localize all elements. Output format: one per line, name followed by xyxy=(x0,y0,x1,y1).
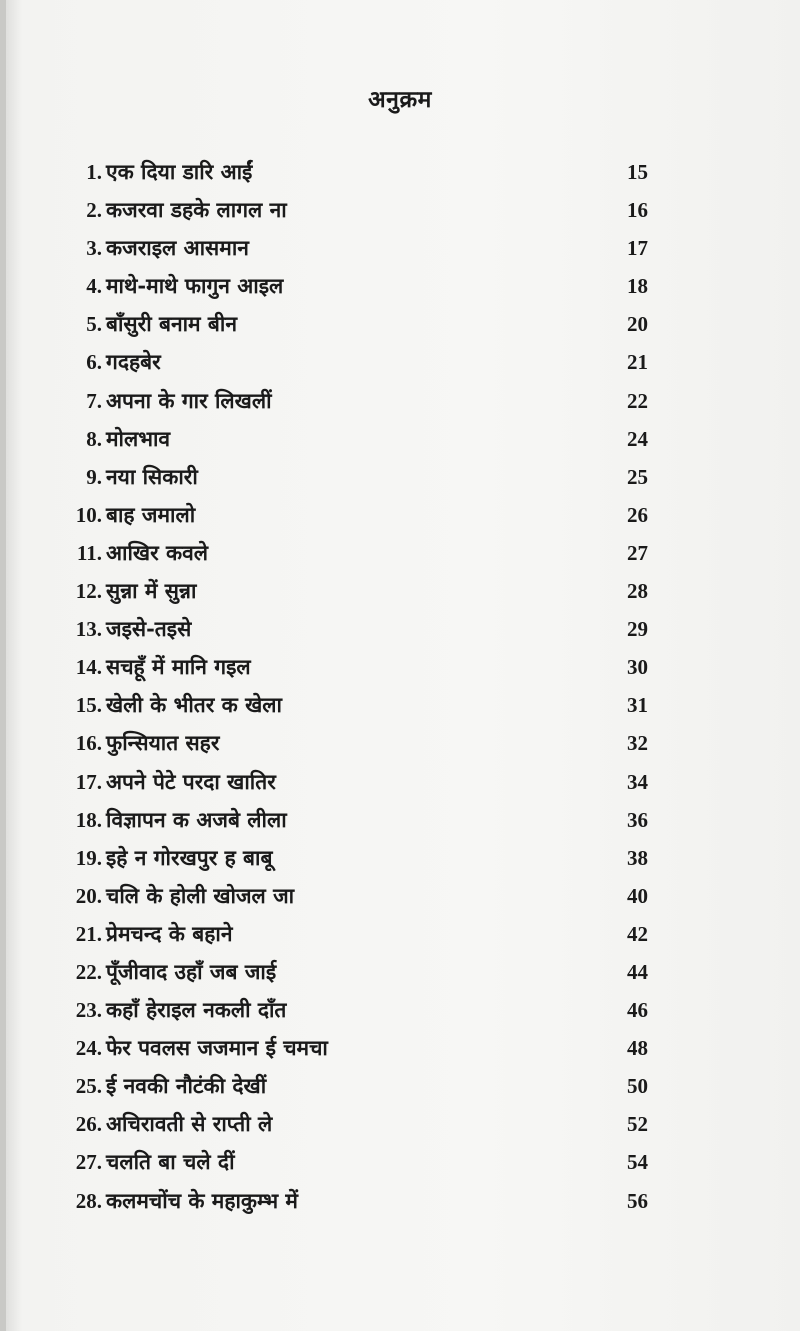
toc-entry-number: 1. xyxy=(86,160,102,184)
toc-entry-number: 6. xyxy=(86,350,102,375)
toc-entry-title: अपने पेटे परदा खातिर xyxy=(106,768,276,794)
toc-entry-title: गदहबेर xyxy=(106,349,161,375)
toc-entry-title: पूँजीवाद उहाँ जब जाई xyxy=(106,958,277,984)
toc-entry-title: विज्ञापन क अजबे लीला xyxy=(106,806,287,832)
toc-entry xyxy=(0,153,800,191)
toc-entry-number: 22. xyxy=(75,959,102,984)
toc-entry xyxy=(0,1067,800,1105)
toc-entry xyxy=(0,610,800,648)
toc-entry-number: 5. xyxy=(86,312,102,337)
toc-entry-number: 16. xyxy=(75,731,102,756)
toc-entry-title: कलमचोंच के महाकुम्भ में xyxy=(106,1187,298,1213)
toc-entry xyxy=(0,877,800,915)
toc-entry-page-number: 32 xyxy=(627,731,648,756)
toc-entry-page-number: 17 xyxy=(627,236,648,261)
toc-entry-page-number: 18 xyxy=(627,274,648,299)
toc-entry-page-number: 24 xyxy=(627,426,648,451)
toc-entry-page-number: 25 xyxy=(627,464,648,489)
toc-entry xyxy=(0,496,800,534)
toc-entry-number: 4. xyxy=(86,274,102,299)
toc-entry xyxy=(0,686,800,724)
toc-entry-number: 12. xyxy=(75,579,102,604)
toc-entry xyxy=(0,1029,800,1067)
toc-entry-number: 7. xyxy=(86,388,102,413)
toc-entry-page-number: 38 xyxy=(627,845,648,870)
toc-entry xyxy=(0,839,800,877)
toc-entry-number: 11. xyxy=(76,540,102,565)
toc-entry-number: 2. xyxy=(86,198,102,223)
toc-entry xyxy=(0,648,800,686)
toc-entry-page-number: 15 xyxy=(627,160,648,184)
toc-entry-page-number: 40 xyxy=(627,883,648,908)
toc-entry-number: 23. xyxy=(75,998,102,1023)
toc-entry-title: प्रेमचन्द के बहाने xyxy=(106,920,233,946)
toc-entry-page-number: 46 xyxy=(627,998,648,1023)
toc-entry xyxy=(0,724,800,762)
table-of-contents xyxy=(0,153,800,1220)
toc-entry-number: 26. xyxy=(75,1112,102,1137)
toc-entry-number: 15. xyxy=(75,693,102,718)
toc-entry-title: चलति बा चले दीं xyxy=(106,1149,235,1175)
toc-entry-number: 13. xyxy=(75,617,102,642)
toc-entry-title: सुन्ना में सुन्ना xyxy=(106,578,197,604)
toc-entry-page-number: 48 xyxy=(627,1036,648,1061)
toc-entry-page-number: 44 xyxy=(627,959,648,984)
toc-entry-page-number: 34 xyxy=(627,769,648,794)
toc-entry-page-number: 30 xyxy=(627,655,648,680)
toc-entry-number: 18. xyxy=(75,807,102,832)
toc-entry-title: अचिरावती से राप्ती ले xyxy=(106,1111,273,1137)
toc-entry xyxy=(0,343,800,381)
toc-entry-page-number: 28 xyxy=(627,579,648,604)
toc-entry-number: 19. xyxy=(75,845,102,870)
toc-entry-title: आखिर कवले xyxy=(106,539,209,565)
toc-entry xyxy=(0,229,800,267)
toc-entry xyxy=(0,534,800,572)
toc-entry-title: सचहूँ में मानि गइल xyxy=(106,654,251,680)
toc-entry xyxy=(0,420,800,458)
toc-entry-number: 8. xyxy=(86,426,102,451)
toc-entry-title: कहाँ हेराइल नकली दाँत xyxy=(106,997,287,1023)
page-title: अनुक्रम xyxy=(368,86,432,113)
toc-entry-number: 14. xyxy=(75,655,102,680)
toc-entry-number: 27. xyxy=(75,1150,102,1175)
toc-entry-page-number: 20 xyxy=(627,312,648,337)
toc-entry-number: 9. xyxy=(86,464,102,489)
toc-entry-page-number: 42 xyxy=(627,921,648,946)
toc-entry-number: 17. xyxy=(75,769,102,794)
toc-entry-page-number: 21 xyxy=(627,350,648,375)
toc-entry xyxy=(0,267,800,305)
toc-entry xyxy=(0,915,800,953)
toc-entry-number: 20. xyxy=(75,883,102,908)
toc-entry-number: 28. xyxy=(75,1188,102,1213)
toc-entry-page-number: 26 xyxy=(627,502,648,527)
toc-entry-title: जइसे-तइसे xyxy=(106,616,192,642)
toc-entry xyxy=(0,191,800,229)
toc-entry xyxy=(0,953,800,991)
toc-entry xyxy=(0,382,800,420)
toc-entry-title: मोलभाव xyxy=(106,425,171,451)
toc-entry xyxy=(0,801,800,839)
toc-entry xyxy=(0,1105,800,1143)
toc-entry-page-number: 29 xyxy=(627,617,648,642)
toc-entry-number: 21. xyxy=(75,921,102,946)
toc-entry-number: 24. xyxy=(75,1036,102,1061)
toc-entry-page-number: 56 xyxy=(627,1188,648,1213)
toc-entry-title: कजराइल आसमान xyxy=(106,235,249,261)
toc-entry xyxy=(0,458,800,496)
toc-entry-page-number: 50 xyxy=(627,1074,648,1099)
toc-entry-title: इहे न गोरखपुर ह बाबू xyxy=(106,844,273,870)
toc-entry-title: कजरवा डहके लागल ना xyxy=(106,197,287,223)
toc-entry-page-number: 36 xyxy=(627,807,648,832)
toc-entry xyxy=(0,305,800,343)
toc-entry-title: फेर पवलस जजमान ई चमचा xyxy=(106,1035,328,1061)
toc-entry xyxy=(0,1143,800,1181)
toc-entry-title: बाँसुरी बनाम बीन xyxy=(106,311,238,337)
toc-entry-title: नया सिकारी xyxy=(106,463,198,489)
toc-entry-title: ई नवकी नौटंकी देखीं xyxy=(106,1073,267,1099)
toc-entry-title: खेली के भीतर क खेला xyxy=(106,692,282,718)
toc-entry xyxy=(0,572,800,610)
toc-entry-page-number: 27 xyxy=(627,540,648,565)
toc-entry-page-number: 52 xyxy=(627,1112,648,1137)
toc-entry-number: 10. xyxy=(75,502,102,527)
toc-entry-title: फुन्सियात सहर xyxy=(106,730,220,756)
toc-entry-title: चलि के होली खोजल जा xyxy=(106,882,295,908)
toc-entry-page-number: 54 xyxy=(627,1150,648,1175)
toc-entry-title: माथे-माथे फागुन आइल xyxy=(106,273,284,299)
toc-entry-page-number: 31 xyxy=(627,693,648,718)
toc-entry-title: बाह जमालो xyxy=(106,501,196,527)
toc-entry-number: 25. xyxy=(75,1074,102,1099)
toc-entry-title: अपना के गार लिखलीं xyxy=(106,387,272,413)
toc-entry-number: 3. xyxy=(86,236,102,261)
toc-entry-page-number: 16 xyxy=(627,198,648,223)
toc-entry xyxy=(0,991,800,1029)
toc-entry xyxy=(0,1182,800,1220)
toc-entry-page-number: 22 xyxy=(627,388,648,413)
toc-entry-title: एक दिया डारि आईं xyxy=(106,159,253,184)
toc-entry xyxy=(0,763,800,801)
